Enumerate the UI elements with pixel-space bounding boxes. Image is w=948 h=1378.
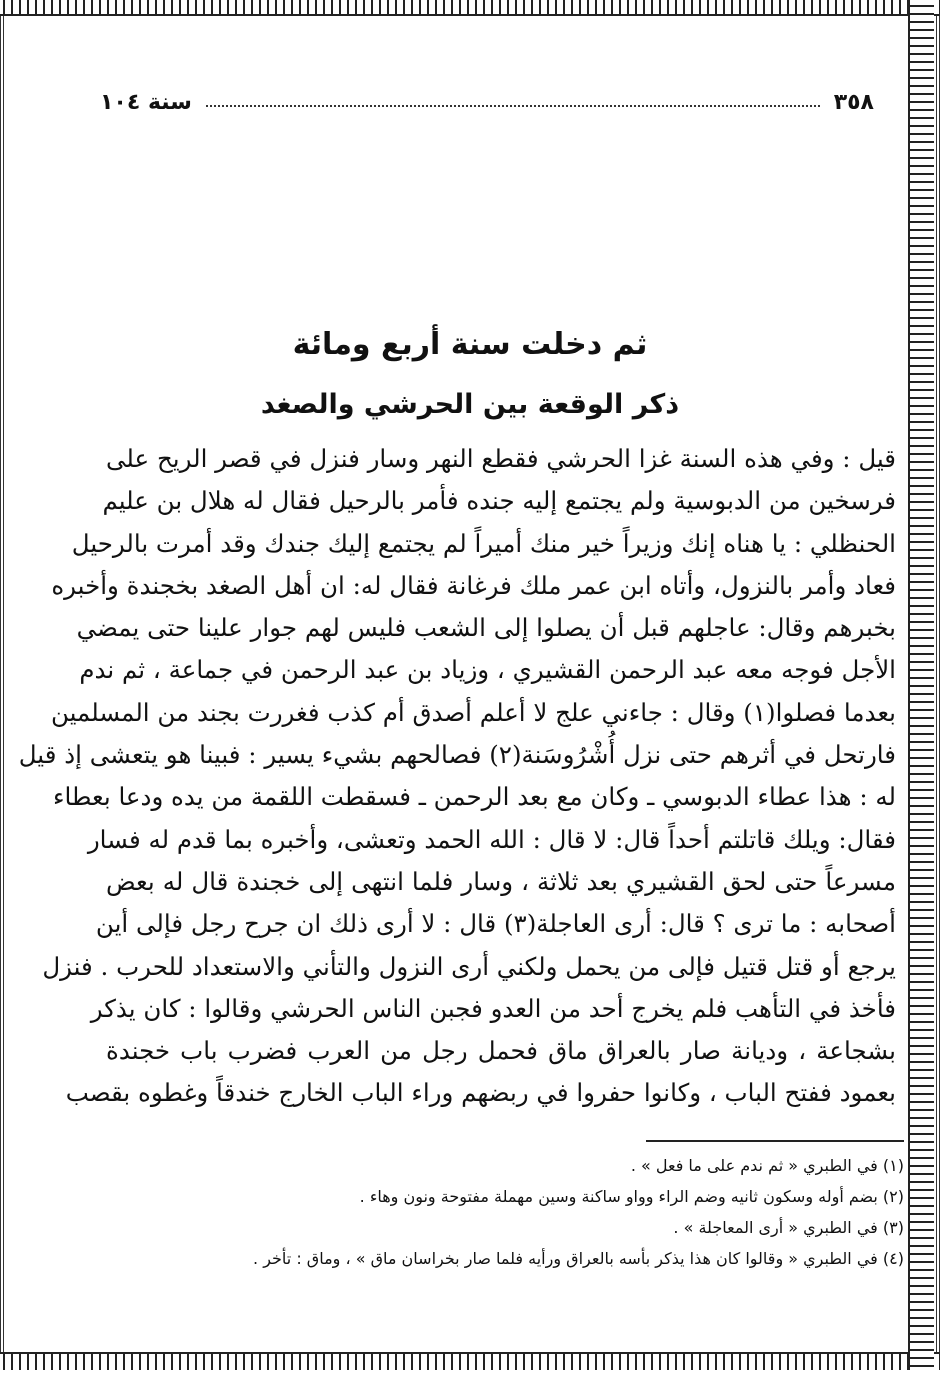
footnote-1: (١) في الطبري « ثم ندم على ما فعل » .: [630, 1156, 904, 1175]
year-label: سنة ١٠٤: [100, 89, 192, 115]
body-line: فارتحل في أثرهم حتى نزل أُشْرُوسَنة(٢) فصالحهم بشيء يسير : فبينا هو يتعشى إذ قيل: [18, 740, 896, 770]
body-line: أصحابه : ما ترى ؟ قال: أرى العاجلة(٣) قال : لا أرى ذلك ان جرح رجل فإلى أين: [95, 909, 896, 939]
footnote-separator: [646, 1140, 904, 1142]
chapter-title: ثم دخلت سنة أربع ومائة: [292, 327, 648, 362]
page-number: ٣٥٨: [833, 89, 874, 115]
body-line: بعمود ففتح الباب ، وكانوا حفروا في ربضهم وراء الباب الخارج خندقاً وغطوه بقصب: [65, 1078, 896, 1108]
body-line: فرسخين من الدبوسية ولم يجتمع إليه جنده فأمر بالرحيل فقال له هلال بن عليم: [102, 486, 896, 516]
body-line: الحنظلي : يا هناه إنك وزيراً خير منك أميراً لم يجتمع إليك جندك وقد أمرت بالرحيل: [71, 528, 896, 558]
body-text: [18, 438, 896, 1115]
decorative-chain-border-bottom: [0, 1352, 940, 1370]
book-page: [18, 0, 904, 1352]
section-title: ذكر الوقعة بين الحرشي والصغد: [260, 389, 680, 420]
body-line: فعاد وأمر بالنزول، وأتاه ابن عمر ملك فرغانة فقال له: ان أهل الصغد بخجندة وأخبره: [51, 570, 896, 600]
footnotes: [160, 1150, 904, 1274]
footnote-2: (٢) بضم أوله وسكون ثانيه وضم الراء وواو ساكنة وسين مهملة مفتوحة ونون وهاء .: [359, 1187, 904, 1206]
decorative-chain-border-right: [908, 0, 934, 1370]
body-line: بعدما فصلوا(١) وقال : جاءني علج لا أعلم أصدق أم كذب فغررت بجند من المسلمين: [51, 697, 896, 727]
running-header: [100, 82, 874, 122]
header-dotted-leader: [206, 105, 820, 107]
body-line: فقال: ويلك قاتلتم أحداً قال: لا قال : الله الحمد وتعشى، وأخبره بما قدم له فسار: [87, 824, 896, 854]
body-line: مسرعاً حتى لحق القشيري بعد ثلاثة ، وسار فلما انتهى إلى خجندة قال له بعض: [106, 866, 896, 896]
body-line: قيل : وفي هذه السنة غزا الحرشي فقطع النهر وسار فنزل في قصر الريح على: [106, 444, 896, 473]
body-line: فأخذ في التأهب فلم يخرج أحد من العدو فجبن الناس الحرشي وقالوا : كان يذكر: [90, 993, 896, 1023]
body-line: بخبرهم وقال: عاجلهم قبل أن يصلوا إلى الشعب فليس لهم جوار علينا حتى يمضي: [76, 613, 896, 643]
chapter-titles: [60, 318, 880, 428]
body-line: بشجاعة ، وديانة صار بالعراق ماق فحمل رجل من العرب فضرب باب خجندة: [106, 1036, 896, 1066]
body-line: الأجل فوجه معه عبد الرحمن القشيري ، وزياد بن عبد الرحمن في جماعة ، ثم ندم: [79, 655, 896, 685]
body-line: يرجع أو قتل قتيل فإلى من يحمل ولكني أرى النزول والتأني والاستعداد للحرب . فنزل: [42, 951, 896, 981]
body-line: له : هذا عطاء الدبوسي ـ وكان مع بعد الرحمن ـ فسقطت اللقمة من يده ودعا بعطاء: [52, 782, 896, 812]
footnote-4: (٤) في الطبري « وقالوا كان هذا يذكر بأسه بالعراق ورأيه فلما صار بخراسان ماق » ، وماق : تأخر .: [253, 1249, 904, 1268]
footnote-3: (٣) في الطبري « أرى المعاجلة » .: [673, 1218, 904, 1237]
